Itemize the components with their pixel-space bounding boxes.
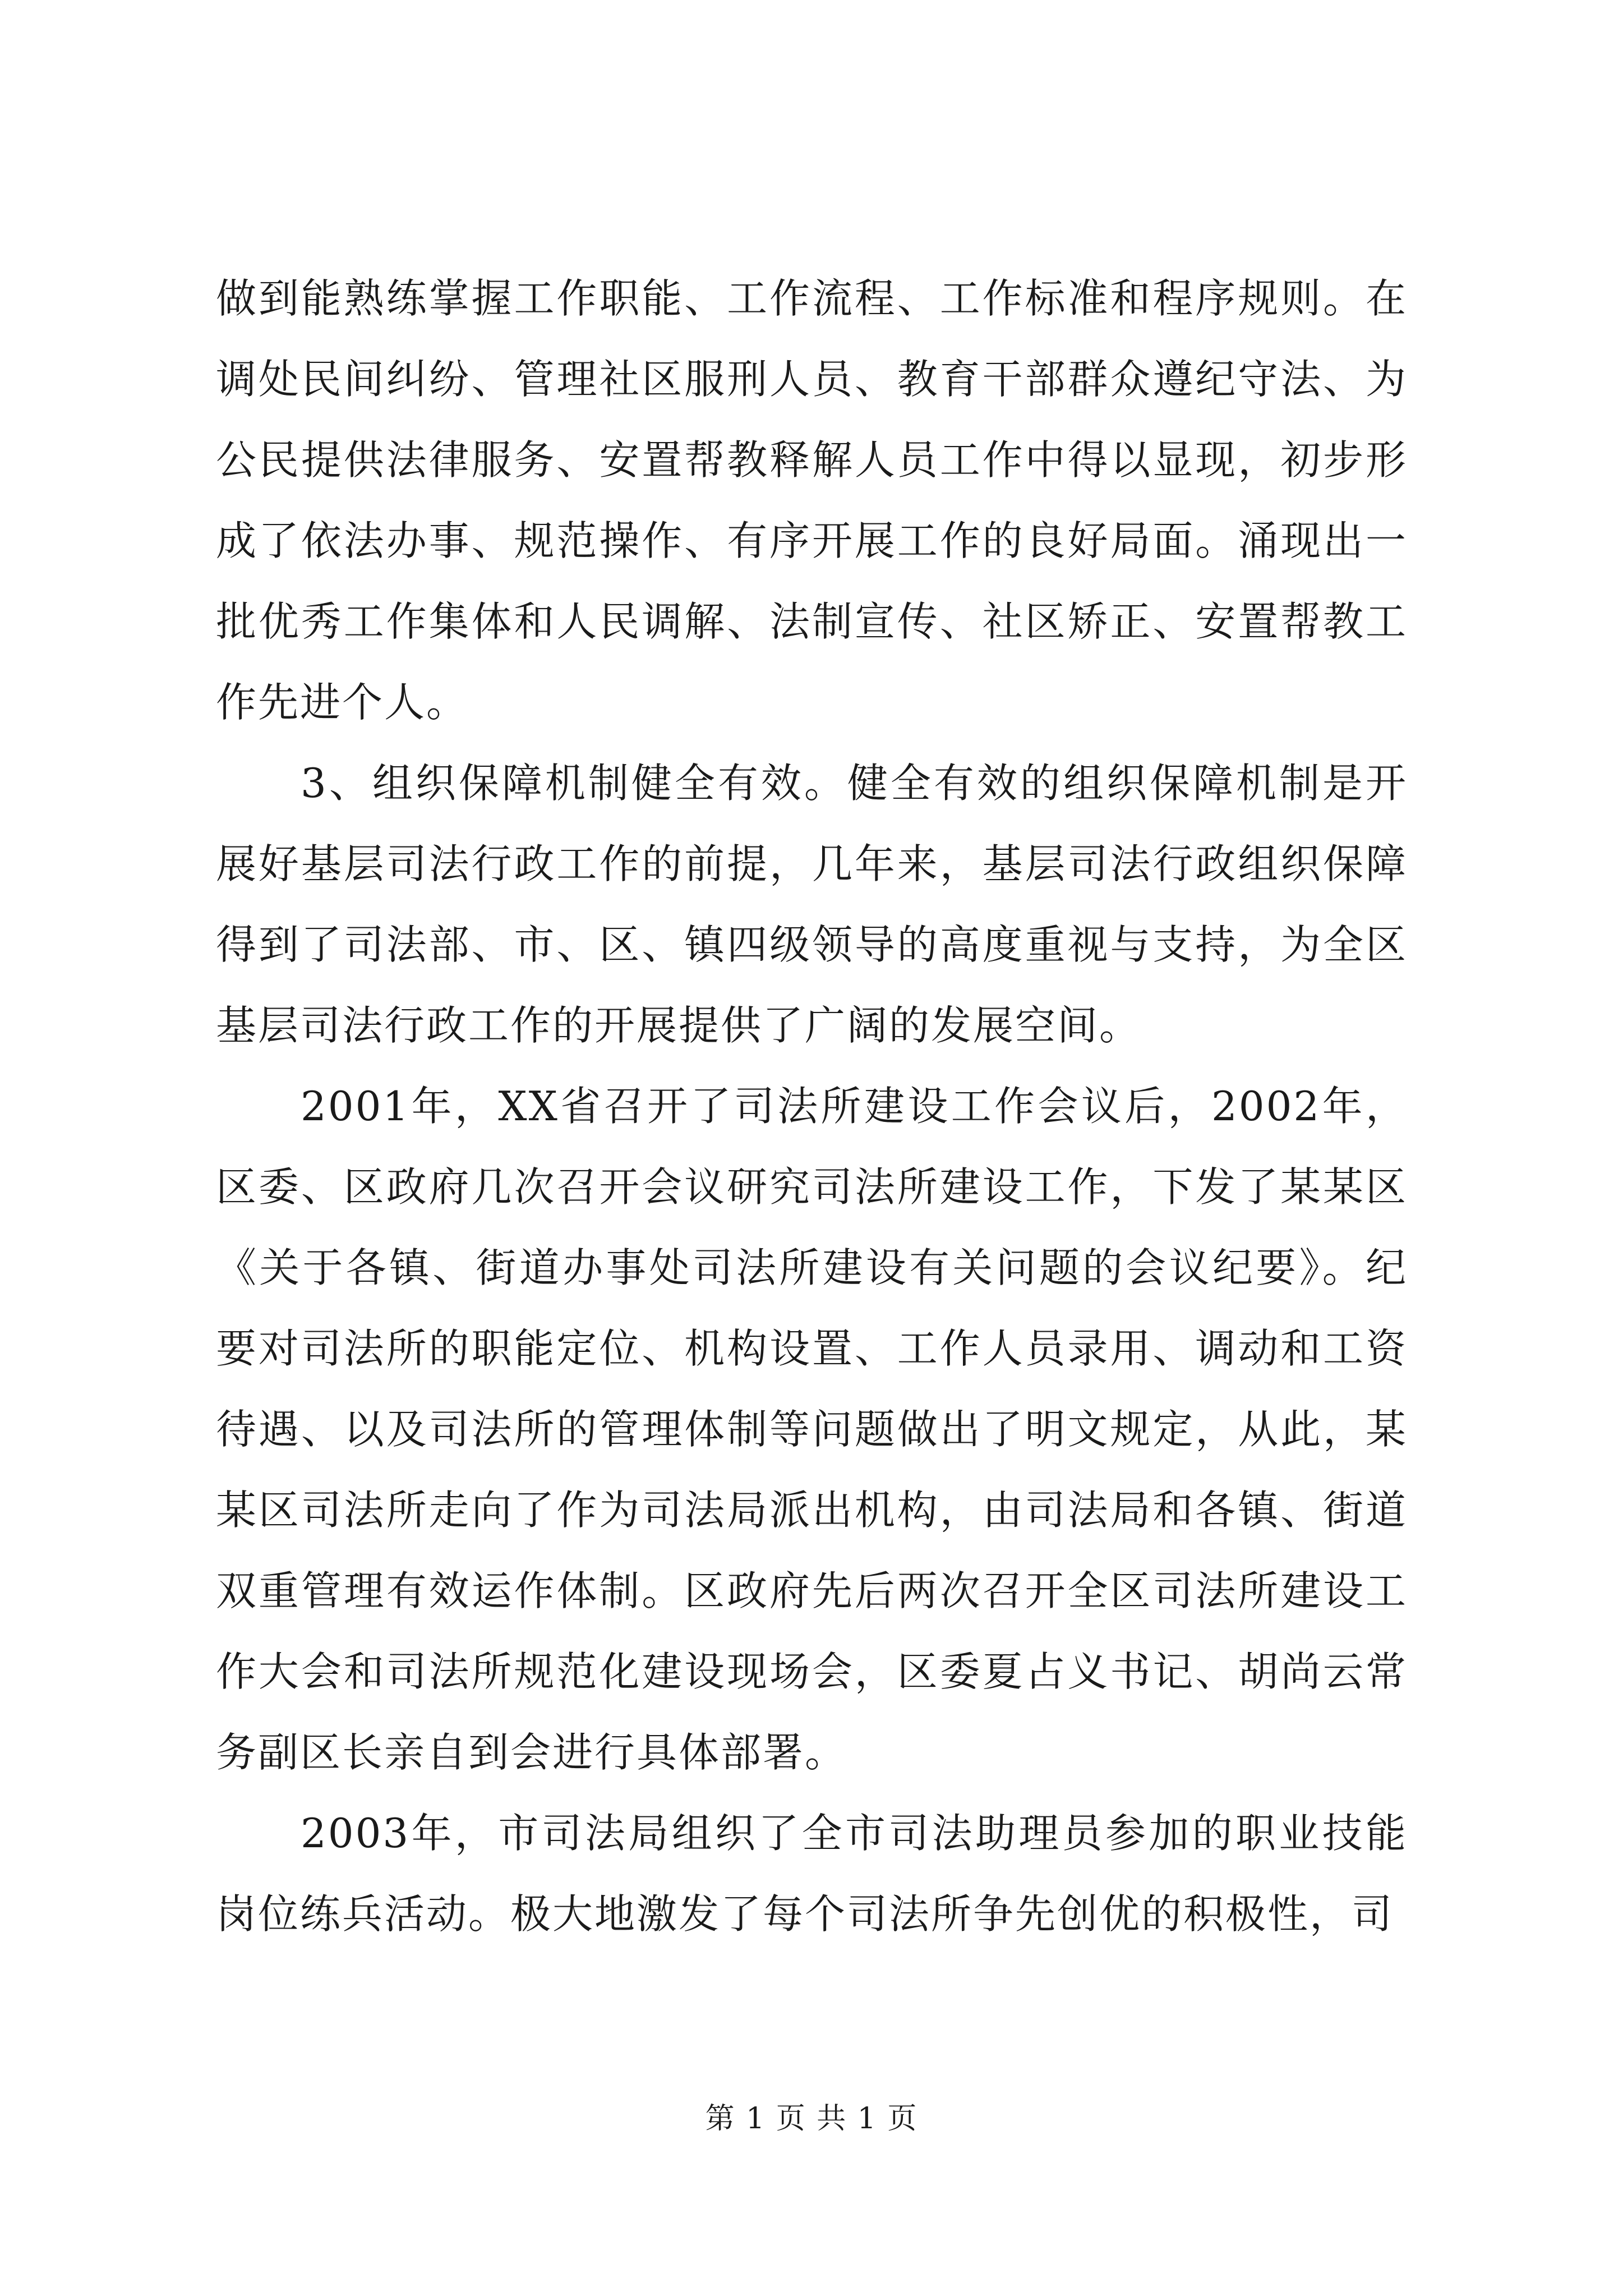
paragraph-1: 做到能熟练掌握工作职能、工作流程、工作标准和程序规则。在调处民间纠纷、管理社区服刑人员、教育干部群众遵纪守法、为公民提供法律服务、安置帮教释解人员工作中得以显现，初步形成了依法办事、规范操作、有序开展工作的良好局面。涌现出一批优秀工作集体和人民调解、法制宣传、社区矫正、安置帮教工作先进个人。 — [216, 275, 1408, 726]
paragraph-2: 3、组织保障机制健全有效。健全有效的组织保障机制是开展好基层司法行政工作的前提，几年来，基层司法行政组织保障得到了司法部、市、区、镇四级领导的高度重视与支持，为全区基层司法行政工作的开展提供了广阔的发展空间。 — [216, 760, 1408, 1049]
page-footer: 第 1 页 共 1 页 — [705, 2102, 918, 2136]
paragraph-3: 2001年，XX省召开了司法所建设工作会议后，2002年，区委、区政府几次召开会议研究司法所建设工作，下发了某某区《关于各镇、街道办事处司法所建设有关问题的会议纪要》。纪要对司法所的职能定位、机构设置、工作人员录用、调动和工资待遇、以及司法所的管理体制等问题做出了明文规定，从此，某某区司法所走向了作为司法局派出机构，由司法局和各镇、街道双重管理有效运作体制。区政府先后两次召开全区司法所建设工作大会和司法所规范化建设现场会，区委夏占义书记、胡尚云常务副区长亲自到会进行具体部署。 — [216, 1083, 1408, 1776]
document-body — [216, 258, 1408, 1954]
paragraph-4: 2003年，市司法局组织了全市司法助理员参加的职业技能岗位练兵活动。极大地激发了每个司法所争先创优的积极性，司 — [216, 1810, 1408, 1938]
